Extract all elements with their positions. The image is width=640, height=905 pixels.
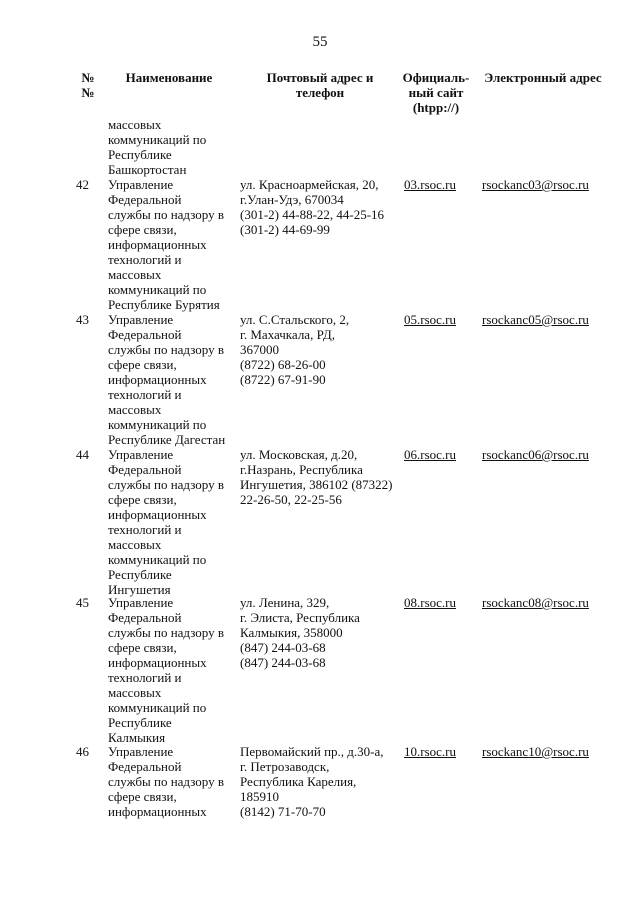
row-number: 45 — [76, 595, 89, 610]
header-site: Официаль- ный сайт (htpp://) — [402, 70, 470, 115]
email-link[interactable]: rsockanc08@rsoc.ru — [482, 595, 589, 610]
page-number: 55 — [312, 34, 328, 50]
continuation-name: массовых коммуникаций по Республике Башкортостан — [108, 117, 207, 177]
row-name: Управление Федеральной службы по надзору в сфере связи, информационных технологий и массовых коммуникаций по Республике Бурятия — [108, 177, 224, 312]
row-number: 46 — [76, 744, 89, 759]
site-link[interactable]: 06.rsoc.ru — [404, 447, 456, 462]
header-address: Почтовый адрес и телефон — [266, 70, 374, 100]
row-name: Управление Федеральной службы по надзору в сфере связи, информационных — [108, 744, 224, 819]
email-link[interactable]: rsockanc06@rsoc.ru — [482, 447, 589, 462]
row-number: 42 — [76, 177, 89, 192]
site-link[interactable]: 08.rsoc.ru — [404, 595, 456, 610]
row-address: ул. Красноармейская, 20, г.Улан-Удэ, 670034 (301-2) 44-88-22, 44-25-16 (301-2) 44-69-99 — [240, 177, 385, 237]
header-email: Электронный адрес — [484, 70, 602, 85]
site-link[interactable]: 03.rsoc.ru — [404, 177, 456, 192]
row-address: Первомайский пр., д.30-а, г. Петрозаводск, Республика Карелия, 185910 (8142) 71-70-70 — [240, 744, 384, 819]
row-name: Управление Федеральной службы по надзору в сфере связи, информационных технологий и массовых коммуникаций по Республике Дагестан — [108, 312, 226, 447]
row-name: Управление Федеральной службы по надзору в сфере связи, информационных технологий и массовых коммуникаций по Республике Калмыкия — [108, 595, 224, 745]
header-name: Наименование — [125, 70, 213, 85]
row-number: 43 — [76, 312, 89, 327]
email-link[interactable]: rsockanc10@rsoc.ru — [482, 744, 589, 759]
row-number: 44 — [76, 447, 89, 462]
row-address: ул. Московская, д.20, г.Назрань, Республика Ингушетия, 386102 (87322) 22-26-50, 22-25-56 — [240, 447, 393, 507]
email-link[interactable]: rsockanc05@rsoc.ru — [482, 312, 589, 327]
email-link[interactable]: rsockanc03@rsoc.ru — [482, 177, 589, 192]
site-link[interactable]: 05.rsoc.ru — [404, 312, 456, 327]
row-address: ул. Ленина, 329, г. Элиста, Республика Калмыкия, 358000 (847) 244-03-68 (847) 244-03-68 — [240, 595, 360, 670]
row-address: ул. С.Стальского, 2, г. Махачкала, РД, 367000 (8722) 68-26-00 (8722) 67-91-90 — [240, 312, 350, 387]
site-link[interactable]: 10.rsoc.ru — [404, 744, 456, 759]
header-num: № № — [81, 70, 95, 100]
row-name: Управление Федеральной службы по надзору в сфере связи, информационных технологий и массовых коммуникаций по Республике Ингушетия — [108, 447, 224, 597]
